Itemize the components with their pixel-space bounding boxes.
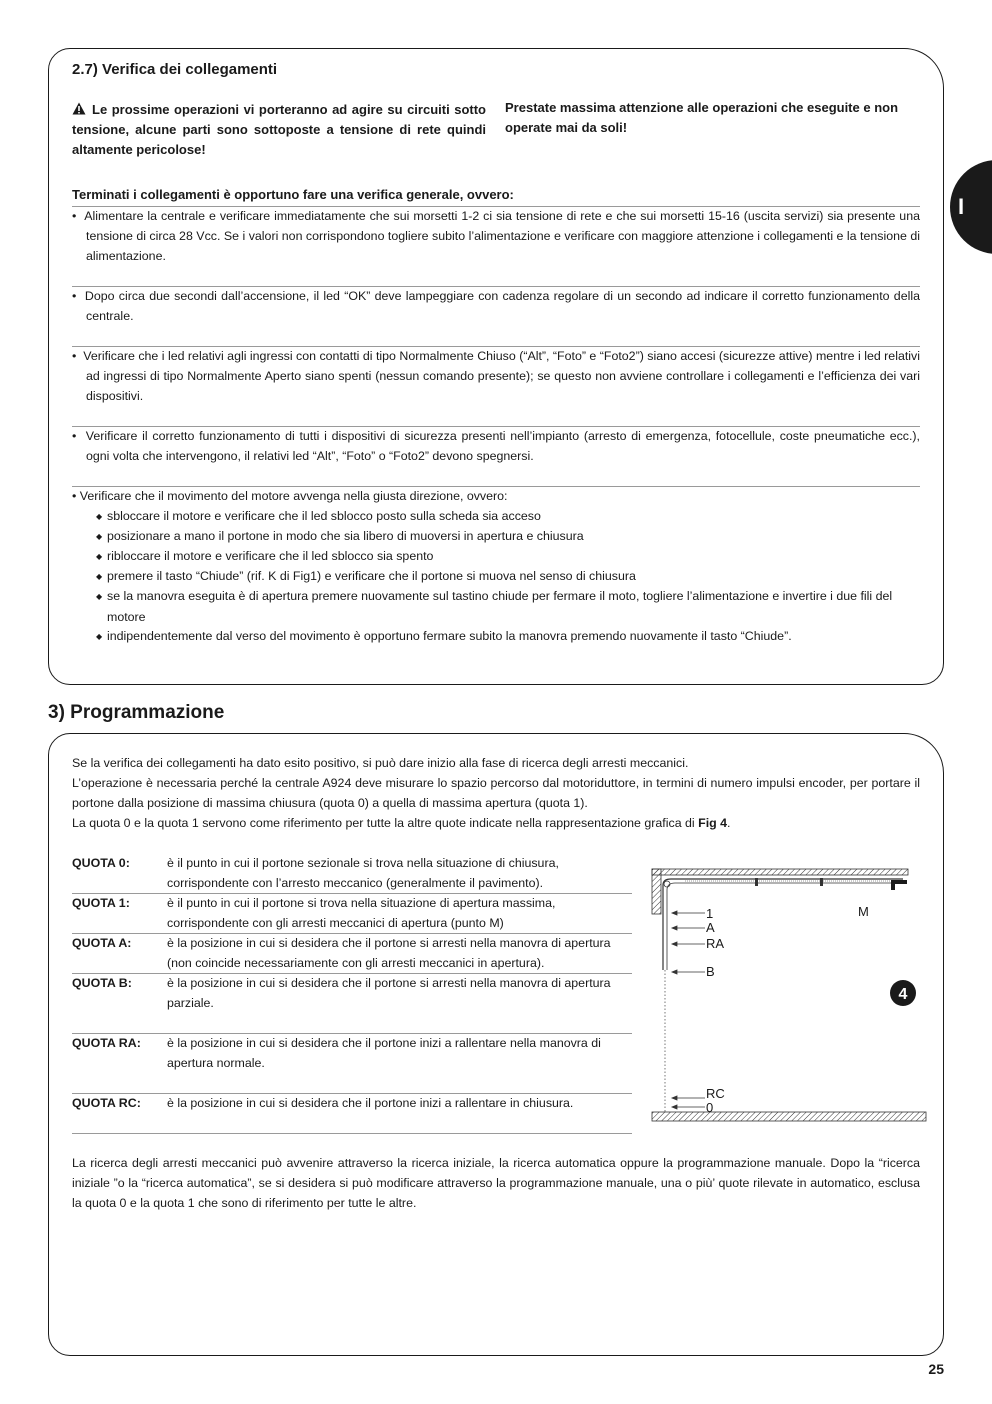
diamond-bullet-icon: ◆ (96, 632, 103, 641)
stop-m-label: M (858, 904, 869, 919)
quota-b-label: B (706, 964, 715, 979)
section-2-7-title: 2.7) Verifica dei collegamenti (72, 61, 278, 78)
sub-bullet-text: ribloccare il motore e verificare che il led sblocco sia spento (107, 549, 434, 563)
sub-bullet-item (96, 546, 918, 567)
bullet-text: Verificare che il movimento del motore avvenga nella giusta direzione, ovvero: (79, 489, 508, 503)
quota-rc-label: RC (706, 1086, 725, 1101)
quota-description: è la posizione in cui si desidera che il portone si arresti nella manovra di apertura (non coincide necessariamente con gli arresti meccanici in apertura). (167, 936, 611, 970)
programming-paragraph (72, 813, 920, 833)
bullet-text: Alimentare la centrale e verificare immediatamente che sui morsetti 1-2 ci sia tensione di rete e che sui morsetti 15-16 (uscita servizi) sia presente una tensione di circa 28 Vcc. Se i valori non corrispondono togliere subito l’alimentazione e verificare con maggiore attenzione i collegamenti e la tensione di alimentazione. (84, 209, 920, 263)
bullet-text: Dopo circa due secondi dall’accensione, il led “OK” deve lampeggiare con cadenza regolare di un secondo ad indicare il corretto funzionamento della centrale. (84, 289, 920, 323)
verification-intro: Terminati i collegamenti è opportuno fare una verifica generale, ovvero: (72, 187, 514, 202)
bullet-text: Verificare il corretto funzionamento di tutti i dispositivi di sicurezza presenti nell’impianto (arresto di emergenza, fotocellule, coste pneumatiche ecc.), ogni volta che intervengono, il relativi led “Alt”, “Foto” o “Foto2” devono spegnersi. (85, 429, 920, 463)
quota-label: QUOTA RA: (72, 1036, 141, 1050)
warning-icon (72, 102, 86, 115)
sub-bullet-text: se la manovra eseguita è di apertura premere nuovamente sul tastino chiude per fermare il moto, togliere l’alimentazione e invertire i due fili del motore (107, 589, 893, 624)
sub-bullet-text: sbloccare il motore e verificare che il led sblocco posto sulla scheda sia acceso (107, 509, 541, 523)
quota-description: è la posizione in cui si desidera che il portone inizi a rallentare nella manovra di apertura normale. (167, 1036, 601, 1070)
programming-paragraph: L’operazione è necessaria perché la centrale A924 deve misurare lo spazio percorso dal motoriduttore, in termini di numero impulsi encoder, per portare il portone dalla posizione di massima chiusura (quota 0) a quella di massima apertura (quota 1). (72, 776, 920, 810)
sub-bullet-item (96, 566, 918, 587)
diamond-bullet-icon: ◆ (96, 552, 103, 561)
quota-description: è la posizione in cui si desidera che il portone inizi a rallentare in chiusura. (167, 1096, 574, 1110)
bullet-item: • Verificare che il movimento del motore avvenga nella giusta direzione, ovvero: (72, 489, 508, 503)
quota-description: è la posizione in cui si desidera che il portone si arresti nella manovra di apertura parziale. (167, 976, 611, 1010)
quota-0-label: 0 (706, 1100, 714, 1115)
figure-number: 4 (898, 986, 908, 1003)
warning-left-text: Le prossime operazioni vi porteranno ad agire su circuiti sotto tensione, alcune parti sono sottoposte a tensione di rete quindi altamente pericolose! (72, 102, 486, 157)
mechanical-stop-m (891, 880, 907, 890)
quota-label: QUOTA B: (72, 976, 132, 990)
door-position-diagram (645, 860, 935, 1130)
language-tab-label: I (958, 194, 965, 219)
sub-bullet-text: posizionare a mano il portone in modo che sia libero di muoversi in apertura e chiusura (107, 529, 584, 543)
page-number: 25 (928, 1361, 944, 1377)
bullet-item: • Verificare che i led relativi agli ingressi con contatti di tipo Normalmente Chiuso (“Alt”, “Foto” e “Foto2”) siano accesi (sicurezze attive) mentre i led relativi ad ingressi di tipo Normalmente Aperto siano spenti (nessun comando presente); se questo non avviene controllare i collegamenti e l’efficienza dei vari dispositivi. (72, 349, 920, 403)
quota-description: è il punto in cui il portone si trova nella situazione di apertura massima, corrispondente con gli arresti meccanici di apertura (punto M) (167, 896, 556, 930)
sub-bullet-item (96, 626, 918, 647)
diamond-bullet-icon: ◆ (96, 592, 103, 601)
diamond-bullet-icon: ◆ (96, 512, 103, 521)
divider (72, 1133, 632, 1134)
section-3-title: 3) Programmazione (48, 702, 225, 723)
diamond-bullet-icon: ◆ (96, 532, 103, 541)
fig-reference: Fig 4 (698, 816, 728, 830)
bullet-item: • Dopo circa due secondi dall’accensione, il led “OK” deve lampeggiare con cadenza regolare di un secondo ad indicare il corretto funzionamento della centrale. (72, 289, 920, 323)
warning-left (72, 100, 486, 160)
wall-hatch (652, 869, 661, 914)
bullet-item: • Alimentare la centrale e verificare immediatamente che sui morsetti 1-2 ci sia tensione di rete e che sui morsetti 15-16 (uscita servizi) sia presente una tensione di circa 28 Vcc. Se i valori non corrispondono togliere subito l’alimentazione e verificare con maggiore attenzione i collegamenti e la tensione di alimentazione. (72, 209, 920, 263)
language-tab (950, 160, 992, 254)
sub-bullet-text: premere il tasto “Chiude” (rif. K di Fig1) e verificare che il portone si muova nel senso di chiusura (107, 569, 636, 583)
warning-right: Prestate massima attenzione alle operazioni che eseguite e non operate mai da soli! (505, 100, 899, 135)
ceiling-hatch (652, 869, 908, 875)
sub-bullet-text: indipendentemente dal verso del movimento è opportuno fermare subito la manovra premendo nuovamente il tasto “Chiude”. (107, 629, 792, 643)
quota-label: QUOTA A: (72, 936, 132, 950)
quota-label: QUOTA 1: (72, 896, 130, 910)
bullet-item: • Verificare il corretto funzionamento di tutti i dispositivi di sicurezza presenti nell’impianto (arresto di emergenza, fotocellule, coste pneumatiche ecc.), ogni volta che intervengono, il relativi led “Alt”, “Foto” o “Foto2” devono spegnersi. (72, 429, 920, 463)
sub-bullet-item (96, 526, 918, 547)
programming-paragraph: Se la verifica dei collegamenti ha dato esito positivo, si può dare inizio alla fase di ricerca degli arresti meccanici. (72, 756, 689, 770)
paragraph-text: . (727, 816, 731, 830)
paragraph-text: La quota 0 e la quota 1 servono come riferimento per tutte la altre quote indicate nella rappresentazione grafica di (72, 816, 699, 830)
door-track (663, 879, 903, 885)
bullet-text: Verificare che i led relativi agli ingressi con contatti di tipo Normalmente Chiuso (“Alt”, “Foto” e “Foto2”) siano accesi (sicurezze attive) mentre i led relativi ad ingressi di tipo Normalmente Aperto siano spenti (nessun comando presente); se questo non avviene controllare i collegamenti e l’efficienza dei vari dispositivi. (83, 349, 920, 403)
quota-1-label: 1 (706, 906, 714, 921)
quota-a-label: A (706, 920, 715, 935)
quota-label: QUOTA RC: (72, 1096, 141, 1110)
quota-description: è il punto in cui il portone sezionale si trova nella situazione di chiusura, corrispondente con l’arresto meccanico (generalmente il pavimento). (167, 856, 559, 890)
sub-bullet-item (96, 506, 918, 527)
quota-ra-label: RA (706, 936, 725, 951)
quota-label: QUOTA 0: (72, 856, 130, 870)
closing-paragraph: La ricerca degli arresti meccanici può avvenire attraverso la ricerca iniziale, la ricerca automatica oppure la programmazione manuale. Dopo la “ricerca iniziale ”o la “ricerca automatica”, se si desidera si può modificare attraverso la programmazione manuale, una o più’ quote rilevate in automatico, esclusa la quota 0 e la quota 1 che sono di riferimento per tutte le altre. (72, 1156, 920, 1210)
diamond-bullet-icon: ◆ (96, 572, 103, 581)
sub-bullet-item (96, 586, 917, 627)
floor-hatch (652, 1112, 926, 1121)
